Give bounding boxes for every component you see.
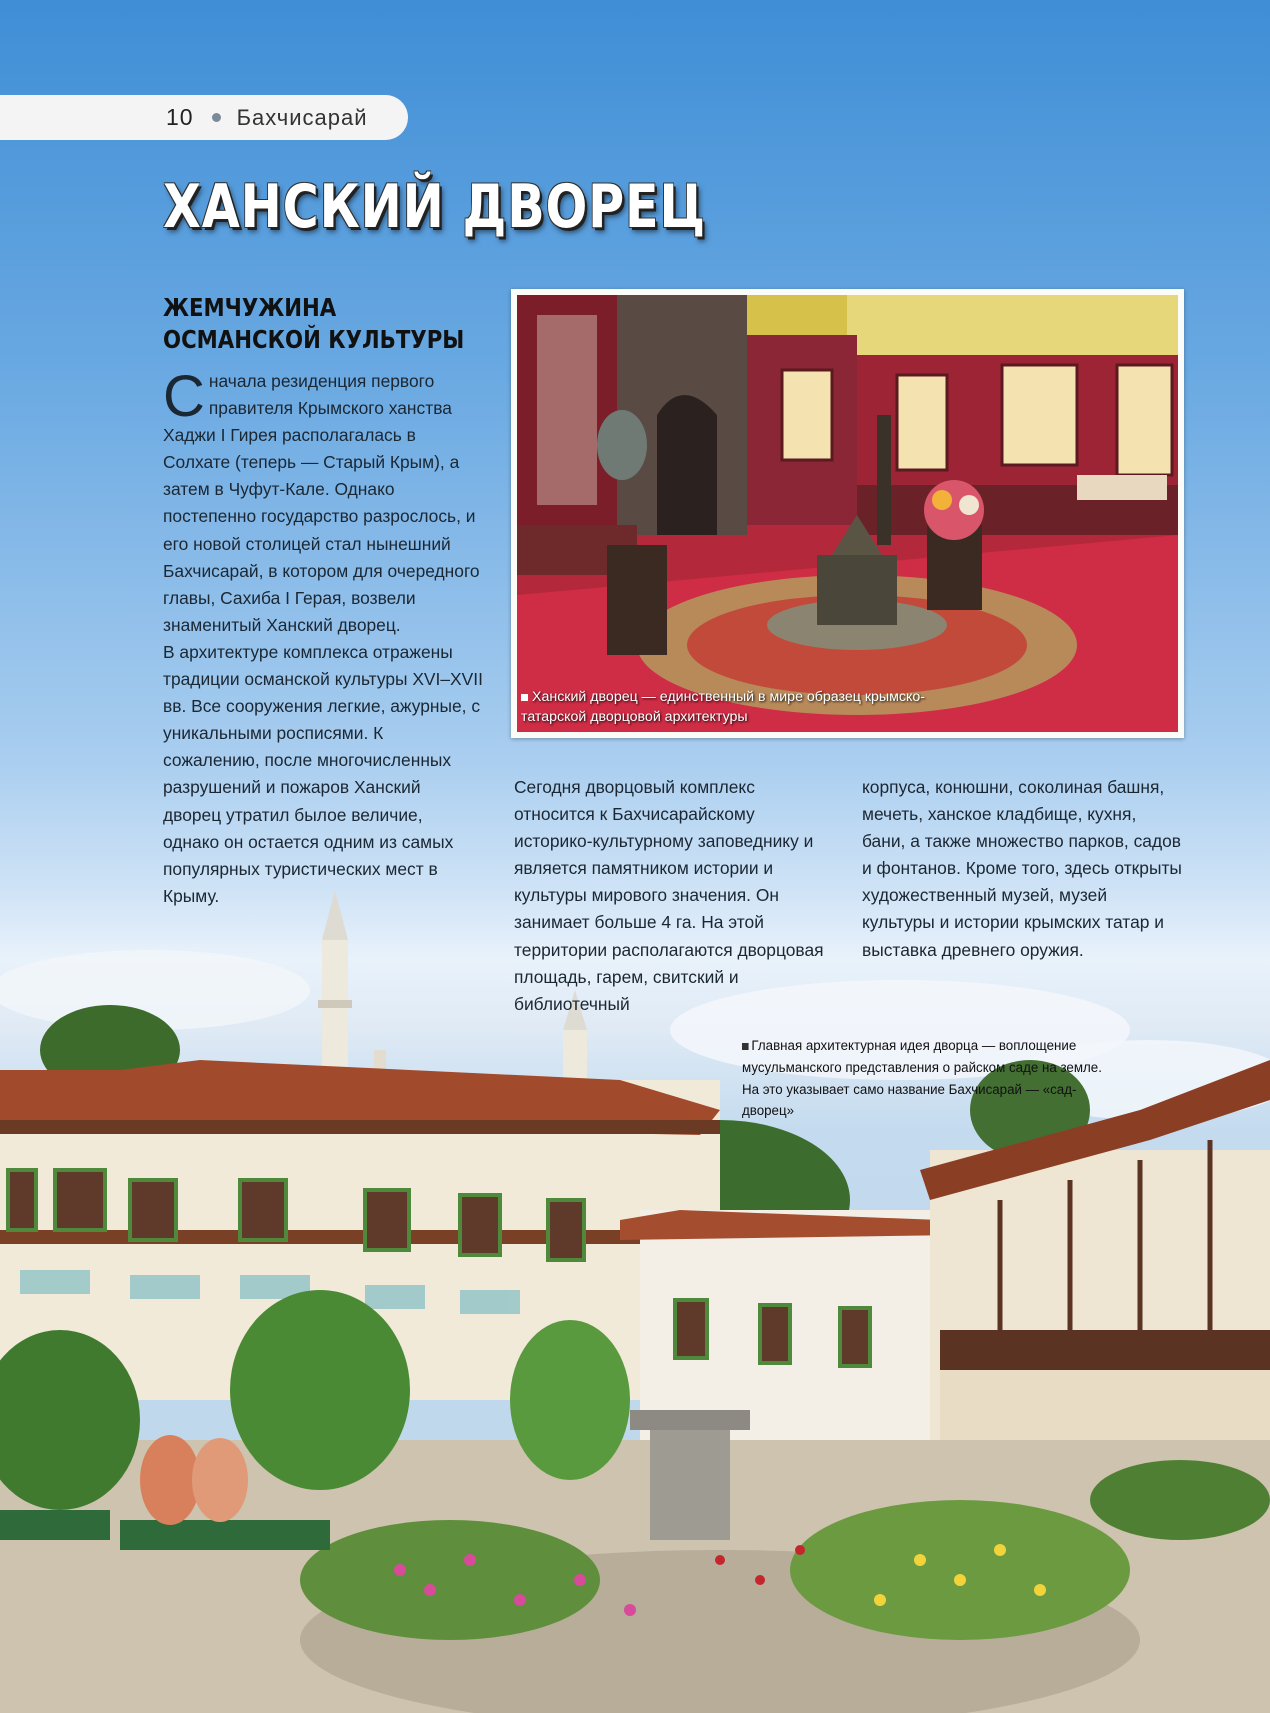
paragraph-2: В архитектуре комплекса отражены традиции османской культуры XVI–XVII вв. Все сооружения легкие, ажурные, с уникальными росписями. К сожалению, после многочисленных разрушений и пожаров Ханский дворец утратил былое величие, однако он остается одним из самых популярных туристических мест в Крыму. xyxy=(163,641,483,906)
text-column-1 xyxy=(163,364,483,910)
interior-photo-illustration xyxy=(517,295,1178,732)
caption-square-icon xyxy=(521,694,528,701)
interior-photo-frame xyxy=(511,289,1184,738)
palace-photo-caption: Главная архитектурная идея дворца — воплощение мусульманского представления о райском саде на земле. На это указывает само название Бахчисарай — «сад-дворец» xyxy=(742,1038,1102,1120)
paragraph-1: Сначала резиденция первого правителя Крымского ханства Хаджи I Гирея располагалась в Солхате (теперь — Старый Крым), а затем в Чуфут-Кале. Однако постепенно государство разрослось, и его новой столицей стал нынешний Бахчисарай, в котором для очередного главы, Сахиба I Герая, возвели знаменитый Ханский дворец. xyxy=(163,364,480,635)
paragraph-4: корпуса, конюшни, соколиная башня, мечеть, ханское кладбище, кухня, бани, а также множество парков, садов и фонтанов. Кроме того, здесь открыты художественный музей, музей культуры и истории крымских татар и выставка древнего оружия. xyxy=(862,777,1182,960)
drop-cap: С xyxy=(163,364,205,429)
article-subtitle xyxy=(163,292,464,356)
page-number: 10 xyxy=(166,104,194,130)
text-column-2 xyxy=(514,774,834,1018)
caption-square-icon xyxy=(742,1043,749,1050)
interior-photo xyxy=(517,295,1178,732)
interior-photo-caption: Ханский дворец — единственный в мире образец крымско-татарской дворцовой архитектуры xyxy=(521,689,925,725)
section-name: Бахчисарай xyxy=(236,104,368,130)
separator-dot-icon xyxy=(212,113,221,122)
subtitle-line-2: ОСМАНСКОЙ КУЛЬТУРЫ xyxy=(163,325,465,354)
subtitle-line-1: ЖЕМЧУЖИНА xyxy=(163,293,337,322)
page-header-tab xyxy=(0,95,408,140)
paragraph-3: Сегодня дворцовый комплекс относится к Бахчисарайскому историко-культурному заповеднику и является памятником истории и культуры мирового значения. Он занимает больше 4 га. На этой территории располагаются дворцовая площадь, гарем, свитский и библиотечный xyxy=(514,777,824,1014)
page-title: ХАНСКИЙ ДВОРЕЦ xyxy=(163,172,706,242)
text-column-3 xyxy=(862,774,1182,964)
